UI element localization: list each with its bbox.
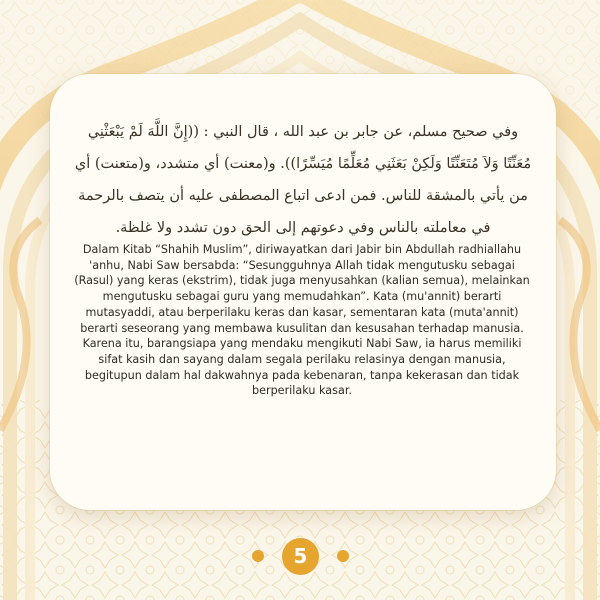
- page-number-badge: 5: [282, 538, 319, 575]
- indonesian-text: Dalam Kitab “Shahih Muslim”, diriwayatkan dari Jabir bin Abdullah radhiallahu 'anhu, Nabi Saw bersabda: “Sesungguhnya Allah tidak mengutusku sebagai (Rasul) yang keras (ekstrim), tidak juga menyusahkan (kalian semua), melainkan mengutusku sebagai guru yang memudahkan”. Kata (mu'annit) berarti mutasyaddi, atau berperilaku keras dan kasar, sementaran kata (muta'annit) berarti seseorang yang membawa kusulitan dan kesusahan terhadap manusia. Karena itu, barangsiapa yang mendaku mengikuti Nabi Saw, ia harus memiliki sifat kasih dan sayang dalam segala perilaku relasinya dengan manusia, begitupun dalam hal dakwahnya pada kebenaran, tanpa kekerasan dan tidak berperilaku kasar.: [74, 243, 530, 398]
- arabic-text: وفي صحيح مسلم، عن جابر بن عبد الله ، قال النبي : ((إِنَّ اللَّهَ لَمْ يَبْعَثْنِي مُعَنِّتًا وَلاَ مُتَعَنِّتًا وَلَكِنْ بَعَثَنِي مُعَلِّمًا مُيَسِّرًا)). و(معنت) أي متشدد، و(متعنت) أي من يأتي بالمشقة للناس. فمن ادعى اتباع المصطفى عليه أن يتصف بالرحمة في معاملته بالناس وفي دعوتهم إلى الحق دون تشدد ولا غلظة.: [74, 124, 532, 236]
- pagination-dot-right: [337, 550, 349, 562]
- pagination-dot-left: [252, 550, 264, 562]
